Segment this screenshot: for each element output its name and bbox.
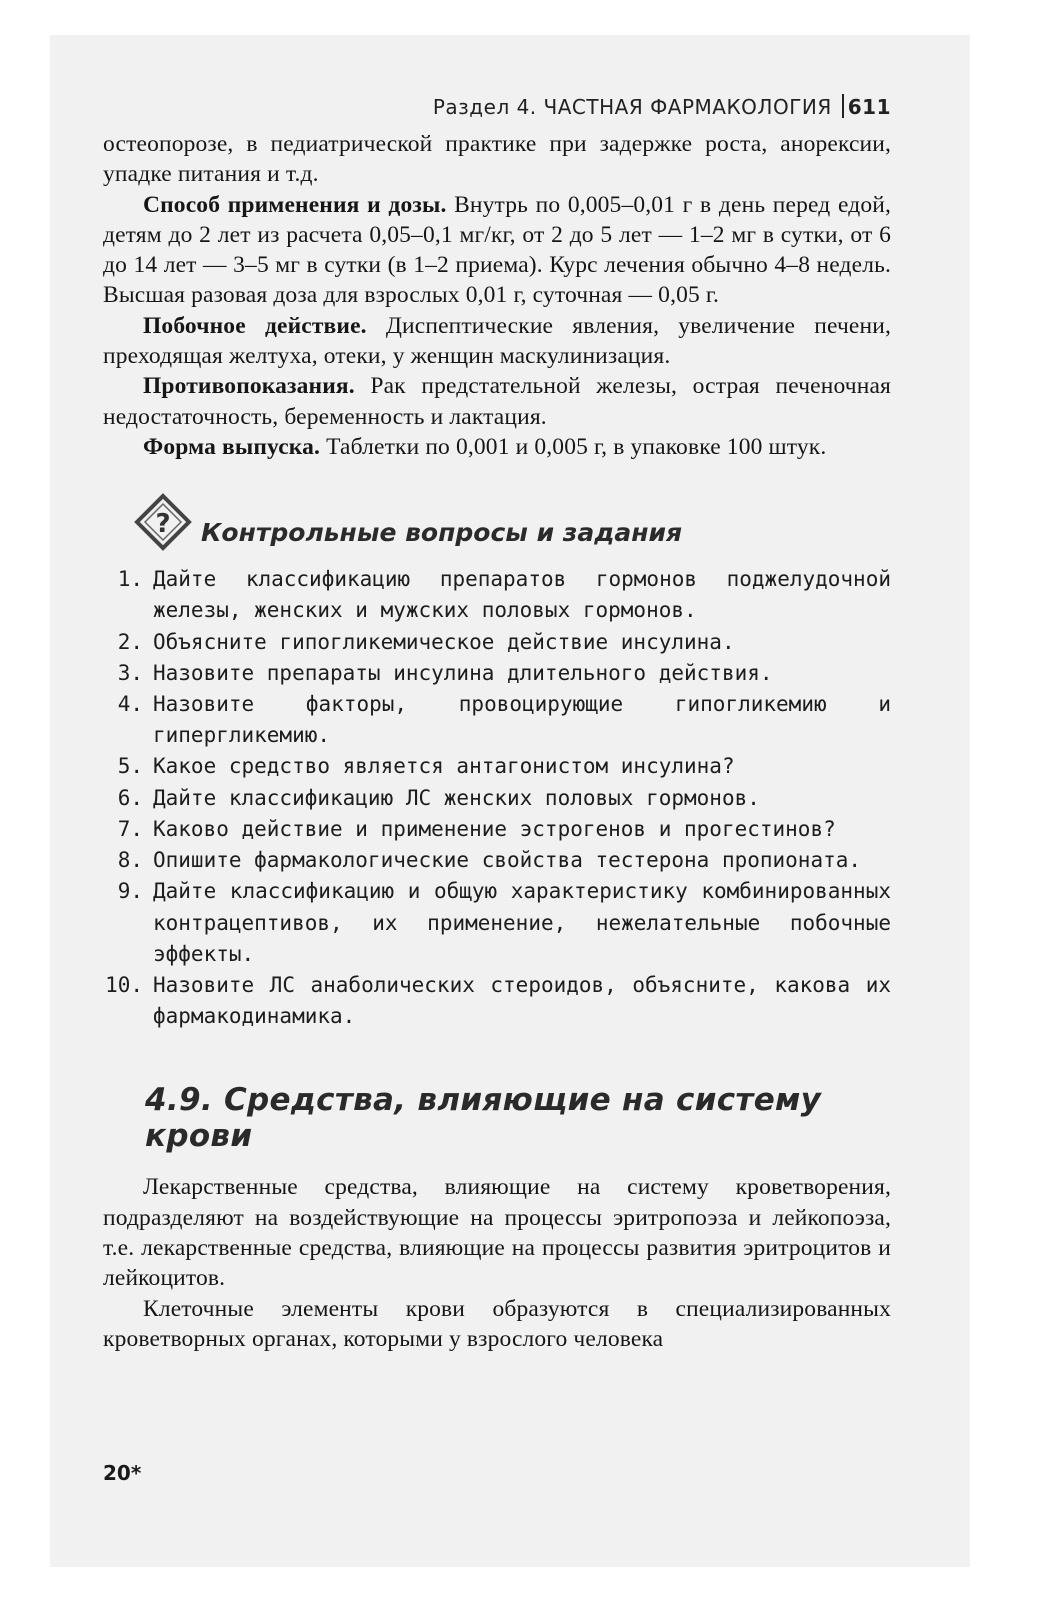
- question-item: [103, 564, 891, 626]
- question-item: [103, 658, 891, 689]
- question-number: 9.: [117, 879, 143, 904]
- header-page-number: 611: [847, 95, 891, 119]
- dosage-label: Способ применения и дозы.: [143, 191, 447, 218]
- question-number: 1.: [117, 567, 143, 592]
- question-text: Какое средство является антагонистом инсулина?: [153, 754, 735, 779]
- questions-title: Контрольные вопросы и задания: [201, 518, 683, 548]
- paragraph-continuation: остеопорозе, в педиатрической практике при задержке роста, анорексии, упадке питания и т.д.: [103, 131, 891, 188]
- question-number: 8.: [117, 848, 143, 873]
- question-text: Дайте классификацию и общую характеристику комбинированных контрацептивов, их применение, нежелательные побочные эффекты.: [153, 879, 891, 966]
- question-text: Назовите ЛС анаболических стероидов, объясните, какова их фармакодинамика.: [153, 972, 891, 1029]
- paragraph-side-effects: [103, 311, 891, 372]
- section-paragraph-1: Лекарственные средства, влияющие на систему кроветворения, подразделяют на воздействующие на процессы эритропоэза и лейкопоэза, т.е. лекарственные средства, влияющие на процессы развития эритроцитов и лейкоцитов.: [103, 1174, 891, 1292]
- section-title: 4.9. Средства, влияющие на систему крови: [145, 1082, 822, 1155]
- page-sheet: [50, 35, 970, 1567]
- question-text: Опишите фармакологические свойства тестерона пропионата.: [153, 848, 862, 873]
- question-item: [103, 845, 891, 876]
- question-item: [103, 751, 891, 782]
- page-folio: 20*: [103, 1461, 142, 1485]
- question-item: [103, 783, 891, 814]
- running-header: [103, 87, 891, 127]
- question-number: 2.: [117, 629, 143, 654]
- question-item: [103, 689, 891, 751]
- question-number: 6.: [117, 785, 143, 810]
- side-effects-text: Диспептические явления, увеличение печени, преходящая желтуха, отеки, у женщин маскулинизация.: [103, 312, 891, 370]
- question-item: [103, 876, 891, 970]
- paragraph-contraindications: [103, 371, 891, 432]
- paragraph-release-form: [103, 432, 891, 462]
- question-diamond-icon: [131, 492, 195, 556]
- question-text: Дайте классификацию препаратов гормонов поджелудочной железы, женских и мужских половых гормонов.: [153, 567, 891, 623]
- header-section-title: Раздел 4. ЧАСТНАЯ ФАРМАКОЛОГИЯ: [432, 95, 832, 119]
- questions-header: [103, 492, 891, 564]
- release-form-text: Таблетки по 0,001 и 0,005 г, в упаковке 100 штук.: [320, 433, 827, 460]
- question-item: [103, 970, 891, 1032]
- question-number: 4.: [117, 692, 143, 717]
- question-item: [103, 814, 891, 845]
- dosage-text: Внутрь по 0,005–0,01 г в день перед едой, детям до 2 лет из расчета 0,05–0,1 мг/кг, от 2 до 5 лет — 1–2 мг в сутки, от 6 до 14 лет — 3–5 мг в сутки (в 1–2 приема). Курс лечения обычно 4–8 недель. Высшая разовая доза для взрослых 0,01 г, суточная — 0,05 г.: [103, 191, 891, 309]
- page-content: [103, 87, 891, 1354]
- question-number: 5.: [117, 754, 143, 779]
- contraindications-label: Противопоказания.: [143, 373, 355, 400]
- question-number: 10.: [105, 972, 143, 997]
- question-text: Назовите факторы, провоцирующие гипогликемию и гипергликемию.: [153, 692, 891, 748]
- paragraph-dosage: [103, 190, 891, 311]
- header-divider: [842, 94, 844, 118]
- question-text: Объясните гипогликемическое действие инсулина.: [153, 629, 735, 654]
- question-text: Дайте классификацию ЛС женских половых гормонов.: [153, 785, 760, 810]
- side-effects-label: Побочное действие.: [143, 312, 367, 339]
- svg-text:?: ?: [155, 509, 171, 540]
- question-number: 3.: [117, 660, 143, 685]
- question-number: 7.: [117, 816, 143, 841]
- question-item: [103, 627, 891, 658]
- contraindications-text: Рак предстательной железы, острая печеночная недостаточность, беременность и лактация.: [103, 373, 891, 430]
- release-form-label: Форма выпуска.: [143, 433, 321, 460]
- question-text: Каково действие и применение эстрогенов и прогестинов?: [153, 816, 836, 841]
- questions-list: [103, 564, 891, 1032]
- section-paragraph-2: Клеточные элементы крови образуются в специализированных кроветворных органах, которыми у взрослого человека: [103, 1295, 891, 1352]
- question-text: Назовите препараты инсулина длительного действия.: [153, 660, 773, 685]
